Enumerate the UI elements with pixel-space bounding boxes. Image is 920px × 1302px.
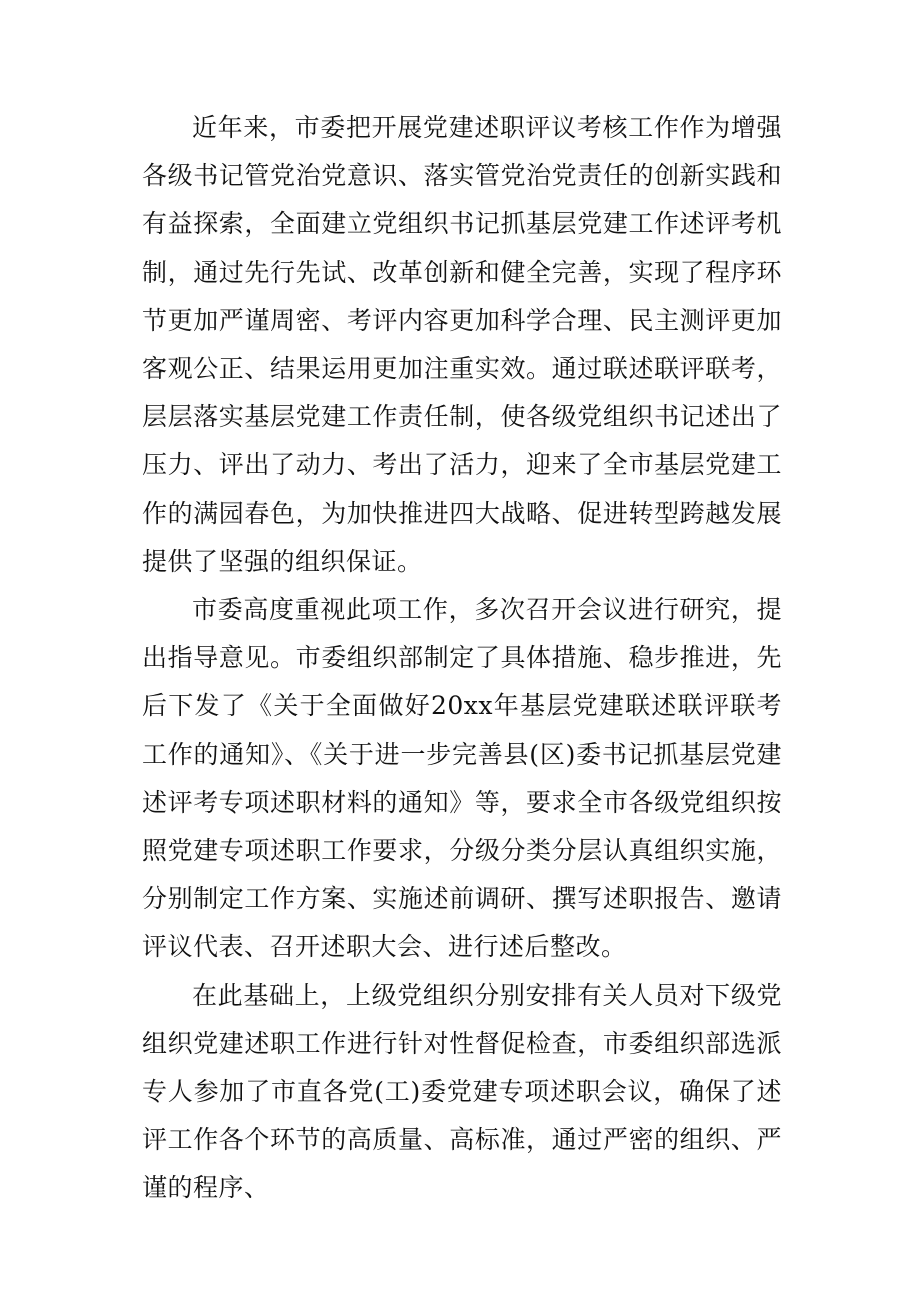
paragraph-2: 市委高度重视此项工作，多次召开会议进行研究，提出指导意见。市委组织部制定了具体措施、稳步推进，先后下发了《关于全面做好20xx年基层党建联述联评联考工作的通知》、《关于进一步完善县(区)委书记抓基层党建述评考专项述职材料的通知》等，要求全市各级党组织按照党建专项述职工作要求，分级分类分层认真组织实施，分别制定工作方案、实施述前调研、撰写述职报告、邀请评议代表、召开述职大会、进行述后整改。 — [142, 595, 782, 962]
paragraph-3: 在此基础上，上级党组织分别安排有关人员对下级党组织党建述职工作进行针对性督促检查，市委组织部选派专人参加了市直各党(工)委党建专项述职会议，确保了述评工作各个环节的高质量、高标准，通过严密的组织、严谨的程序、 — [142, 980, 782, 1203]
paragraph-1: 近年来，市委把开展党建述职评议考核工作作为增强各级书记管党治党意识、落实管党治党责任的创新实践和有益探索，全面建立党组织书记抓基层党建工作述评考机制，通过先行先试、改革创新和健全完善，实现了程序环节更加严谨周密、考评内容更加科学合理、民主测评更加客观公正、结果运用更加注重实效。通过联述联评联考，层层落实基层党建工作责任制，使各级党组织书记述出了压力、评出了动力、考出了活力，迎来了全市基层党建工作的满园春色，为加快推进四大战略、促进转型跨越发展提供了坚强的组织保证。 — [142, 113, 782, 576]
document-body — [142, 104, 782, 1213]
